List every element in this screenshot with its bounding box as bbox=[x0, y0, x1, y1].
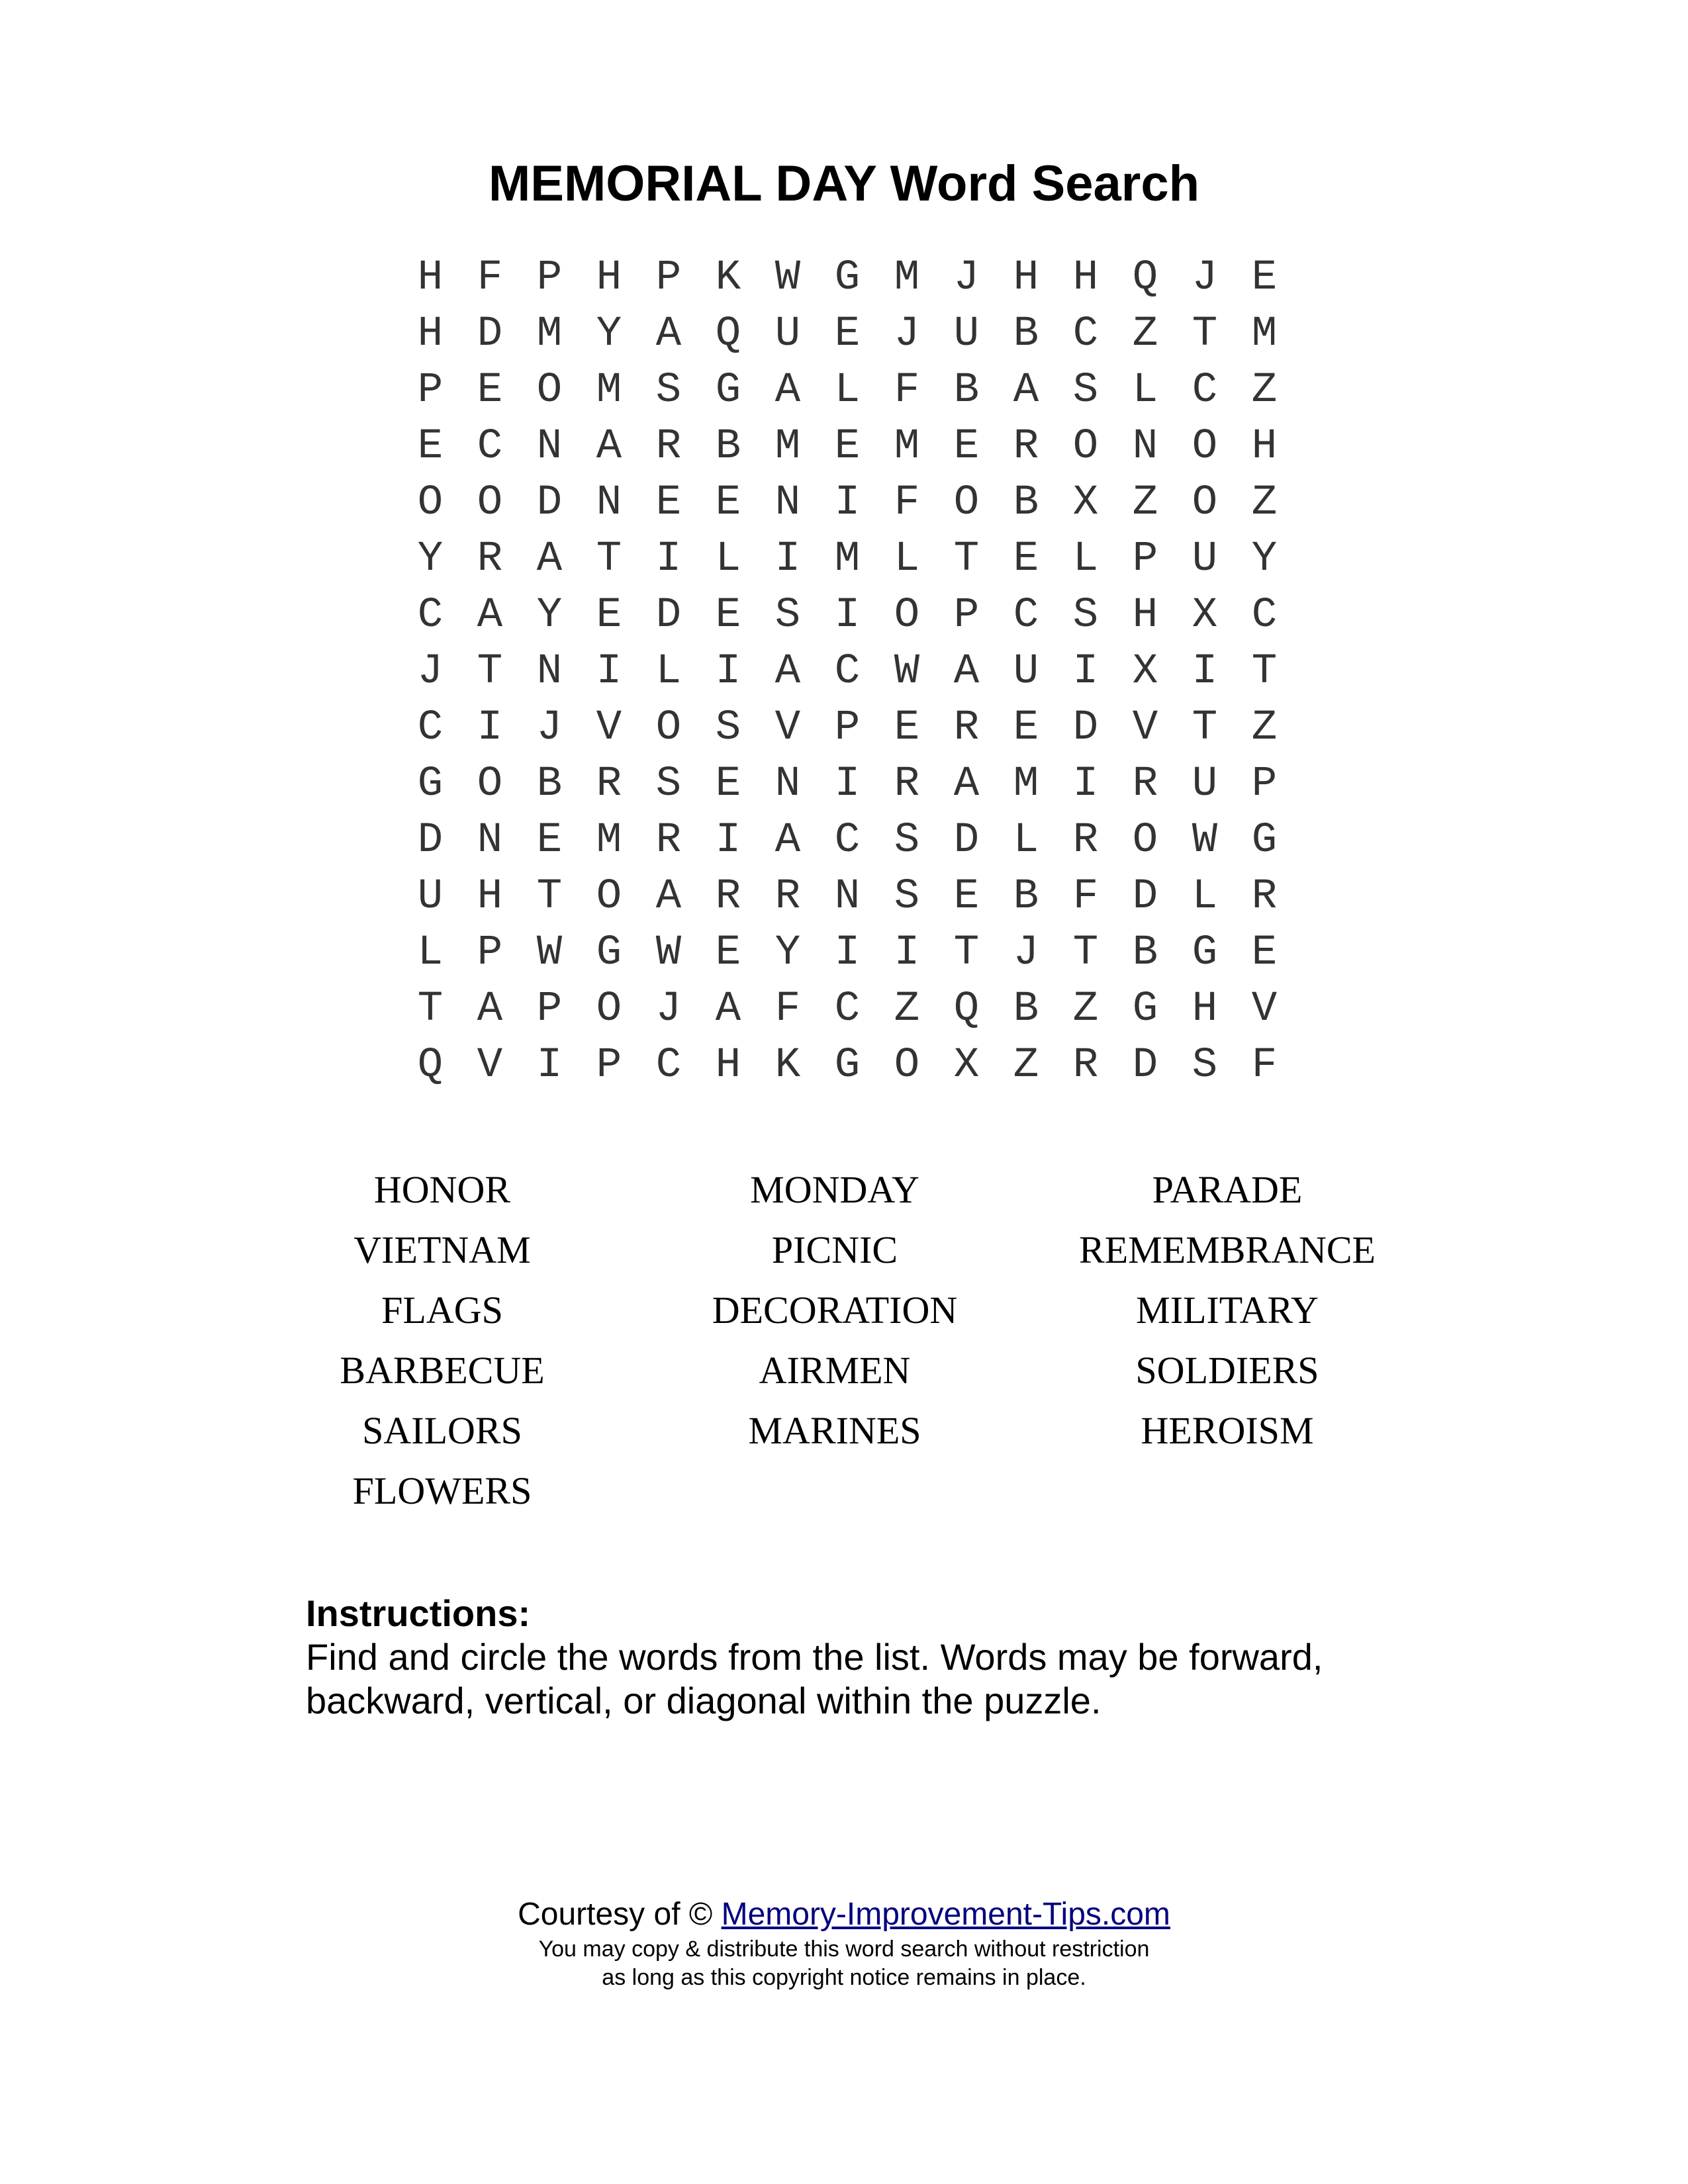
grid-letter[interactable]: A bbox=[774, 648, 801, 696]
grid-letter[interactable]: O bbox=[417, 479, 444, 527]
grid-letter[interactable]: P bbox=[596, 1042, 622, 1089]
grid-letter[interactable]: C bbox=[834, 648, 861, 696]
grid-row bbox=[400, 475, 1294, 531]
grid-letter[interactable]: O bbox=[1132, 817, 1158, 864]
grid-letter[interactable]: D bbox=[1132, 1042, 1158, 1089]
grid-letter[interactable]: M bbox=[774, 423, 801, 471]
grid-letter[interactable]: Z bbox=[1132, 479, 1158, 527]
grid-letter[interactable]: M bbox=[1251, 310, 1278, 358]
word-list-item: SAILORS bbox=[362, 1409, 522, 1452]
grid-letter[interactable]: X bbox=[953, 1042, 980, 1089]
grid-letter[interactable]: Z bbox=[894, 985, 920, 1033]
grid-letter[interactable]: N bbox=[596, 479, 622, 527]
site-link[interactable]: Memory-Improvement-Tips.com bbox=[721, 1897, 1170, 1932]
grid-letter[interactable]: B bbox=[536, 760, 563, 808]
grid-letter[interactable]: A bbox=[477, 985, 503, 1033]
grid-letter[interactable]: T bbox=[1072, 929, 1099, 977]
grid-letter[interactable]: K bbox=[774, 1042, 801, 1089]
grid-letter[interactable]: B bbox=[1013, 310, 1039, 358]
grid-letter[interactable]: L bbox=[655, 648, 682, 696]
footer-courtesy bbox=[0, 1894, 1688, 1935]
grid-letter[interactable]: N bbox=[774, 479, 801, 527]
grid-letter[interactable]: T bbox=[417, 985, 444, 1033]
grid-letter[interactable]: I bbox=[1072, 760, 1099, 808]
grid-letter[interactable]: X bbox=[1072, 479, 1099, 527]
grid-row bbox=[400, 644, 1294, 700]
copyright-notice-line-1: You may copy & distribute this word search without restriction bbox=[538, 1936, 1150, 1962]
grid-letter[interactable]: O bbox=[1192, 423, 1218, 471]
grid-letter[interactable]: B bbox=[1132, 929, 1158, 977]
grid-letter[interactable]: P bbox=[536, 985, 563, 1033]
grid-letter[interactable]: L bbox=[1132, 367, 1158, 414]
grid-letter[interactable]: E bbox=[834, 423, 861, 471]
grid-letter[interactable]: H bbox=[1192, 985, 1218, 1033]
grid-letter[interactable]: Z bbox=[1251, 704, 1278, 752]
grid-letter[interactable]: R bbox=[1132, 760, 1158, 808]
grid-letter[interactable]: H bbox=[1251, 423, 1278, 471]
grid-letter[interactable]: H bbox=[1013, 254, 1039, 302]
grid-letter[interactable]: S bbox=[774, 592, 801, 639]
grid-letter[interactable]: R bbox=[953, 704, 980, 752]
grid-letter[interactable]: G bbox=[596, 929, 622, 977]
grid-letter[interactable]: I bbox=[834, 479, 861, 527]
grid-letter[interactable]: O bbox=[477, 760, 503, 808]
grid-letter[interactable]: O bbox=[1072, 423, 1099, 471]
grid-letter[interactable]: F bbox=[1251, 1042, 1278, 1089]
grid-letter[interactable]: E bbox=[417, 423, 444, 471]
grid-letter[interactable]: I bbox=[715, 817, 741, 864]
grid-letter[interactable]: V bbox=[1132, 704, 1158, 752]
grid-letter[interactable]: A bbox=[536, 535, 563, 583]
grid-row bbox=[400, 869, 1294, 925]
grid-letter[interactable]: X bbox=[1132, 648, 1158, 696]
grid-letter[interactable]: K bbox=[715, 254, 741, 302]
letter-grid bbox=[400, 250, 1294, 1094]
grid-letter[interactable]: P bbox=[417, 367, 444, 414]
grid-letter[interactable]: F bbox=[894, 479, 920, 527]
grid-letter[interactable]: L bbox=[1192, 873, 1218, 921]
instructions-heading: Instructions: bbox=[306, 1592, 531, 1634]
grid-letter[interactable]: S bbox=[1192, 1042, 1218, 1089]
grid-letter[interactable]: I bbox=[894, 929, 920, 977]
grid-letter[interactable]: R bbox=[774, 873, 801, 921]
courtesy-prefix: Courtesy of © bbox=[518, 1897, 722, 1932]
grid-letter[interactable]: W bbox=[1192, 817, 1218, 864]
grid-letter[interactable]: W bbox=[774, 254, 801, 302]
grid-letter[interactable]: T bbox=[536, 873, 563, 921]
grid-letter[interactable]: S bbox=[715, 704, 741, 752]
grid-letter[interactable]: C bbox=[1072, 310, 1099, 358]
word-list-item: SOLDIERS bbox=[1135, 1349, 1319, 1392]
grid-letter[interactable]: E bbox=[1013, 704, 1039, 752]
grid-letter[interactable]: R bbox=[1072, 817, 1099, 864]
grid-letter[interactable]: Q bbox=[715, 310, 741, 358]
grid-letter[interactable]: I bbox=[774, 535, 801, 583]
grid-letter[interactable]: L bbox=[834, 367, 861, 414]
grid-letter[interactable]: F bbox=[477, 254, 503, 302]
grid-letter[interactable]: E bbox=[1251, 929, 1278, 977]
grid-letter[interactable]: R bbox=[1251, 873, 1278, 921]
grid-letter[interactable]: U bbox=[1192, 535, 1218, 583]
grid-letter[interactable]: P bbox=[536, 254, 563, 302]
grid-letter[interactable]: L bbox=[1072, 535, 1099, 583]
grid-letter[interactable]: J bbox=[417, 648, 444, 696]
grid-letter[interactable]: E bbox=[1251, 254, 1278, 302]
page-title: MEMORIAL DAY Word Search bbox=[488, 156, 1200, 212]
grid-letter[interactable]: H bbox=[477, 873, 503, 921]
grid-letter[interactable]: H bbox=[417, 254, 444, 302]
grid-letter[interactable]: F bbox=[774, 985, 801, 1033]
grid-letter[interactable]: T bbox=[1192, 704, 1218, 752]
grid-letter[interactable]: A bbox=[774, 817, 801, 864]
grid-letter[interactable]: Z bbox=[1251, 479, 1278, 527]
grid-row bbox=[400, 925, 1294, 981]
grid-letter[interactable]: R bbox=[477, 535, 503, 583]
grid-letter[interactable]: E bbox=[536, 817, 563, 864]
grid-letter[interactable]: L bbox=[894, 535, 920, 583]
grid-letter[interactable]: I bbox=[1192, 648, 1218, 696]
grid-letter[interactable]: C bbox=[417, 592, 444, 639]
grid-letter[interactable]: C bbox=[834, 985, 861, 1033]
grid-letter[interactable]: P bbox=[953, 592, 980, 639]
grid-letter[interactable]: O bbox=[596, 873, 622, 921]
grid-letter[interactable]: A bbox=[953, 760, 980, 808]
grid-letter[interactable]: R bbox=[1072, 1042, 1099, 1089]
grid-letter[interactable]: N bbox=[1132, 423, 1158, 471]
grid-letter[interactable]: T bbox=[953, 929, 980, 977]
grid-row bbox=[400, 756, 1294, 813]
grid-letter[interactable]: U bbox=[774, 310, 801, 358]
word-list-item: VIETNAM bbox=[353, 1228, 531, 1271]
grid-letter[interactable]: Q bbox=[1132, 254, 1158, 302]
grid-letter[interactable]: L bbox=[1013, 817, 1039, 864]
grid-letter[interactable]: D bbox=[536, 479, 563, 527]
grid-row bbox=[400, 306, 1294, 363]
grid-letter[interactable]: G bbox=[834, 254, 861, 302]
grid-letter[interactable]: M bbox=[894, 423, 920, 471]
word-list-item: FLOWERS bbox=[352, 1469, 532, 1512]
word-list-item: AIRMEN bbox=[759, 1349, 911, 1392]
grid-letter[interactable]: Z bbox=[1072, 985, 1099, 1033]
grid-letter[interactable]: E bbox=[715, 479, 741, 527]
grid-letter[interactable]: D bbox=[1072, 704, 1099, 752]
grid-letter[interactable]: A bbox=[655, 310, 682, 358]
word-list-item: DECORATION bbox=[712, 1289, 958, 1332]
grid-letter[interactable]: P bbox=[1132, 535, 1158, 583]
grid-letter[interactable]: S bbox=[894, 817, 920, 864]
word-list-column-3 bbox=[1022, 1160, 1432, 1461]
grid-letter[interactable]: I bbox=[834, 760, 861, 808]
grid-letter[interactable]: J bbox=[536, 704, 563, 752]
grid-letter[interactable]: D bbox=[1132, 873, 1158, 921]
grid-letter[interactable]: O bbox=[894, 1042, 920, 1089]
grid-letter[interactable]: C bbox=[417, 704, 444, 752]
word-list-item: BARBECUE bbox=[340, 1349, 545, 1392]
grid-letter[interactable]: Z bbox=[1251, 367, 1278, 414]
grid-row bbox=[400, 981, 1294, 1038]
grid-letter[interactable]: E bbox=[953, 423, 980, 471]
grid-letter[interactable]: R bbox=[894, 760, 920, 808]
grid-letter[interactable]: S bbox=[1072, 592, 1099, 639]
grid-letter[interactable]: N bbox=[536, 423, 563, 471]
grid-letter[interactable]: Q bbox=[417, 1042, 444, 1089]
grid-letter[interactable]: Y bbox=[596, 310, 622, 358]
grid-letter[interactable]: E bbox=[715, 592, 741, 639]
grid-letter[interactable]: J bbox=[953, 254, 980, 302]
grid-letter[interactable]: G bbox=[417, 760, 444, 808]
grid-letter[interactable]: G bbox=[1251, 817, 1278, 864]
grid-letter[interactable]: O bbox=[596, 985, 622, 1033]
grid-letter[interactable]: P bbox=[477, 929, 503, 977]
grid-letter[interactable]: D bbox=[477, 310, 503, 358]
grid-letter[interactable]: W bbox=[655, 929, 682, 977]
grid-letter[interactable]: F bbox=[1072, 873, 1099, 921]
instructions-line-2: backward, vertical, or diagonal within the puzzle. bbox=[306, 1680, 1102, 1721]
grid-letter[interactable]: R bbox=[596, 760, 622, 808]
grid-letter[interactable]: W bbox=[536, 929, 563, 977]
grid-letter[interactable]: O bbox=[1192, 479, 1218, 527]
grid-letter[interactable]: Z bbox=[1013, 1042, 1039, 1089]
grid-letter[interactable]: R bbox=[1013, 423, 1039, 471]
grid-letter[interactable]: Z bbox=[1132, 310, 1158, 358]
grid-letter[interactable]: A bbox=[715, 985, 741, 1033]
grid-row bbox=[400, 1038, 1294, 1094]
grid-letter[interactable]: C bbox=[477, 423, 503, 471]
grid-row bbox=[400, 700, 1294, 756]
grid-letter[interactable]: U bbox=[1013, 648, 1039, 696]
grid-letter[interactable]: E bbox=[953, 873, 980, 921]
grid-letter[interactable]: J bbox=[1013, 929, 1039, 977]
grid-letter[interactable]: V bbox=[596, 704, 622, 752]
grid-letter[interactable]: H bbox=[715, 1042, 741, 1089]
word-list-item: MARINES bbox=[748, 1409, 921, 1452]
grid-letter[interactable]: O bbox=[477, 479, 503, 527]
grid-letter[interactable]: S bbox=[894, 873, 920, 921]
footer bbox=[0, 1894, 1688, 1992]
grid-letter[interactable]: O bbox=[655, 704, 682, 752]
grid-letter[interactable]: O bbox=[894, 592, 920, 639]
grid-row bbox=[400, 250, 1294, 306]
grid-letter[interactable]: U bbox=[1192, 760, 1218, 808]
grid-letter[interactable]: Y bbox=[417, 535, 444, 583]
grid-letter[interactable]: S bbox=[1072, 367, 1099, 414]
grid-letter[interactable]: T bbox=[1251, 648, 1278, 696]
grid-letter[interactable]: V bbox=[477, 1042, 503, 1089]
grid-letter[interactable]: A bbox=[655, 873, 682, 921]
grid-letter[interactable]: I bbox=[536, 1042, 563, 1089]
grid-letter[interactable]: P bbox=[834, 704, 861, 752]
grid-letter[interactable]: G bbox=[1132, 985, 1158, 1033]
grid-letter[interactable]: C bbox=[1192, 367, 1218, 414]
grid-letter[interactable]: N bbox=[477, 817, 503, 864]
grid-letter[interactable]: V bbox=[1251, 985, 1278, 1033]
grid-letter[interactable]: X bbox=[1192, 592, 1218, 639]
grid-letter[interactable]: T bbox=[1192, 310, 1218, 358]
grid-letter[interactable]: H bbox=[1132, 592, 1158, 639]
grid-letter[interactable]: I bbox=[834, 592, 861, 639]
grid-letter[interactable]: D bbox=[953, 817, 980, 864]
grid-letter[interactable]: L bbox=[417, 929, 444, 977]
grid-letter[interactable]: M bbox=[834, 535, 861, 583]
grid-letter[interactable]: U bbox=[953, 310, 980, 358]
grid-letter[interactable]: T bbox=[953, 535, 980, 583]
grid-letter[interactable]: T bbox=[596, 535, 622, 583]
grid-letter[interactable]: H bbox=[596, 254, 622, 302]
grid-letter[interactable]: P bbox=[655, 254, 682, 302]
grid-letter[interactable]: U bbox=[417, 873, 444, 921]
grid-letter[interactable]: R bbox=[655, 817, 682, 864]
grid-letter[interactable]: P bbox=[1251, 760, 1278, 808]
grid-letter[interactable]: B bbox=[1013, 985, 1039, 1033]
grid-letter[interactable]: M bbox=[596, 367, 622, 414]
grid-letter[interactable]: L bbox=[715, 535, 741, 583]
copyright-notice-line-2: as long as this copyright notice remains in place. bbox=[602, 1965, 1086, 1990]
grid-letter[interactable]: S bbox=[655, 760, 682, 808]
grid-letter[interactable]: M bbox=[536, 310, 563, 358]
grid-letter[interactable]: A bbox=[596, 423, 622, 471]
instructions bbox=[306, 1592, 1431, 1723]
word-list-item: MONDAY bbox=[750, 1168, 919, 1211]
grid-letter[interactable]: E bbox=[477, 367, 503, 414]
grid-letter[interactable]: I bbox=[477, 704, 503, 752]
word-list-item: PARADE bbox=[1152, 1168, 1303, 1211]
grid-letter[interactable]: Y bbox=[536, 592, 563, 639]
grid-letter[interactable]: T bbox=[477, 648, 503, 696]
grid-row bbox=[400, 419, 1294, 475]
grid-letter[interactable]: M bbox=[894, 254, 920, 302]
instructions-line-1: Find and circle the words from the list. Words may be forward, bbox=[306, 1636, 1323, 1678]
grid-letter[interactable]: A bbox=[477, 592, 503, 639]
grid-letter[interactable]: J bbox=[1192, 254, 1218, 302]
grid-letter[interactable]: Y bbox=[774, 929, 801, 977]
grid-letter[interactable]: D bbox=[417, 817, 444, 864]
grid-letter[interactable]: I bbox=[596, 648, 622, 696]
grid-letter[interactable]: C bbox=[1013, 592, 1039, 639]
grid-letter[interactable]: J bbox=[894, 310, 920, 358]
word-list-item: HONOR bbox=[373, 1168, 511, 1211]
grid-letter[interactable]: D bbox=[655, 592, 682, 639]
grid-letter[interactable]: E bbox=[596, 592, 622, 639]
grid-letter[interactable]: C bbox=[834, 817, 861, 864]
grid-letter[interactable]: I bbox=[655, 535, 682, 583]
grid-letter[interactable]: E bbox=[1013, 535, 1039, 583]
grid-letter[interactable]: O bbox=[953, 479, 980, 527]
grid-letter[interactable]: C bbox=[655, 1042, 682, 1089]
grid-row bbox=[400, 531, 1294, 588]
grid-letter[interactable]: I bbox=[1072, 648, 1099, 696]
grid-letter[interactable]: I bbox=[834, 929, 861, 977]
grid-letter[interactable]: Q bbox=[953, 985, 980, 1033]
grid-letter[interactable]: A bbox=[953, 648, 980, 696]
grid-letter[interactable]: E bbox=[715, 760, 741, 808]
grid-letter[interactable]: J bbox=[655, 985, 682, 1033]
grid-letter[interactable]: H bbox=[1072, 254, 1099, 302]
word-list-column-2 bbox=[630, 1160, 1040, 1461]
grid-letter[interactable]: G bbox=[834, 1042, 861, 1089]
grid-letter[interactable]: C bbox=[1251, 592, 1278, 639]
grid-letter[interactable]: B bbox=[715, 423, 741, 471]
grid-letter[interactable]: V bbox=[774, 704, 801, 752]
grid-letter[interactable]: R bbox=[655, 423, 682, 471]
grid-letter[interactable]: G bbox=[1192, 929, 1218, 977]
grid-row bbox=[400, 588, 1294, 644]
grid-letter[interactable]: W bbox=[894, 648, 920, 696]
grid-letter[interactable]: N bbox=[774, 760, 801, 808]
grid-letter[interactable]: B bbox=[1013, 873, 1039, 921]
word-list-item: PICNIC bbox=[771, 1228, 898, 1271]
grid-letter[interactable]: E bbox=[894, 704, 920, 752]
word-list-item: HEROISM bbox=[1141, 1409, 1314, 1452]
grid-letter[interactable]: E bbox=[655, 479, 682, 527]
word-list-column-1 bbox=[237, 1160, 647, 1521]
word-list-item: FLAGS bbox=[381, 1289, 503, 1332]
grid-letter[interactable]: S bbox=[655, 367, 682, 414]
grid-letter[interactable]: F bbox=[894, 367, 920, 414]
grid-letter[interactable]: B bbox=[1013, 479, 1039, 527]
grid-letter[interactable]: Y bbox=[1251, 535, 1278, 583]
grid-letter[interactable]: R bbox=[715, 873, 741, 921]
grid-letter[interactable]: A bbox=[1013, 367, 1039, 414]
grid-letter[interactable]: E bbox=[834, 310, 861, 358]
grid-letter[interactable]: N bbox=[536, 648, 563, 696]
grid-letter[interactable]: A bbox=[774, 367, 801, 414]
grid-row bbox=[400, 813, 1294, 869]
grid-letter[interactable]: I bbox=[715, 648, 741, 696]
grid-letter[interactable]: B bbox=[953, 367, 980, 414]
grid-row bbox=[400, 363, 1294, 419]
grid-letter[interactable]: N bbox=[834, 873, 861, 921]
word-list-item: MILITARY bbox=[1136, 1289, 1319, 1332]
grid-letter[interactable]: O bbox=[536, 367, 563, 414]
word-list-item: REMEMBRANCE bbox=[1079, 1228, 1376, 1271]
grid-letter[interactable]: H bbox=[417, 310, 444, 358]
grid-letter[interactable]: M bbox=[1013, 760, 1039, 808]
grid-letter[interactable]: M bbox=[596, 817, 622, 864]
grid-letter[interactable]: G bbox=[715, 367, 741, 414]
grid-letter[interactable]: E bbox=[715, 929, 741, 977]
